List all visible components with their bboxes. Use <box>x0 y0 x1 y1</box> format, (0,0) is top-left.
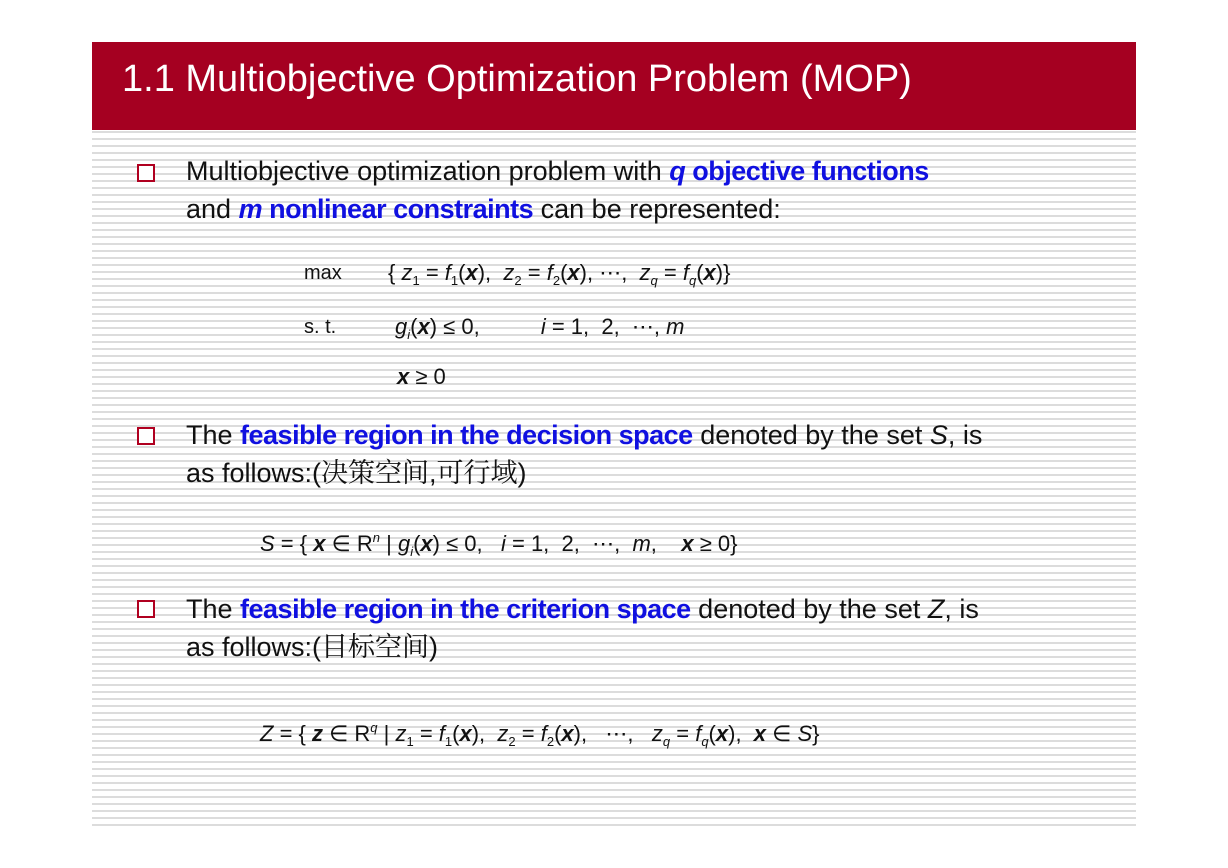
title-bar <box>92 42 1136 130</box>
bullet-3-pre: The <box>186 594 241 624</box>
bullet-1-mid: and <box>186 194 239 224</box>
bullet-3-tail: , is <box>944 594 979 624</box>
slide <box>92 42 1136 828</box>
bullet-1-hl2-text: nonlinear constraints <box>262 194 534 224</box>
bullet-2-post: denoted by the set <box>692 420 930 450</box>
slide-title: 1.1 Multiobjective Optimization Problem (MOP) <box>122 58 912 100</box>
max-label: max <box>304 262 342 284</box>
set-s-symbol: S <box>929 420 948 450</box>
bullet-square-icon <box>137 427 155 445</box>
bullet-1-text <box>186 152 1106 228</box>
bullet-2-pre: The <box>186 420 241 450</box>
set-s-formula: S = { x ∈ $R^n$ | $g_i(x) \le 0$, i = 1, 2, ⋯, m, x ≥ 0} <box>260 530 738 559</box>
constraint-formula: $g_i(x) \le 0$, i = 1, 2, ⋯, m <box>395 314 685 342</box>
bullet-3-highlight: feasible region in the criterion space <box>240 594 691 624</box>
var-q: q <box>669 156 686 186</box>
nonneg-formula: x ≥ 0 <box>397 364 446 389</box>
bullet-1-hl1-text: objective functions <box>685 156 929 186</box>
var-m: m <box>238 194 263 224</box>
set-z-formula: Z = { z ∈ $R^q$ | $z_1 = f_1(x)$, $z_2 = f_2(x)$, ⋯, $z_q = f_q(x)$, x ∈ S} <box>260 720 820 749</box>
bullet-3-post: denoted by the set <box>690 594 928 624</box>
bullet-2-line2: as follows:(决策空间,可行域) <box>186 458 527 488</box>
bullet-square-icon <box>137 164 155 182</box>
bullet-3-text <box>186 590 1106 666</box>
bullet-1-pre: Multiobjective optimization problem with <box>186 156 670 186</box>
bullet-1-highlight-1 <box>669 156 929 186</box>
objective-formula: { $z_1 = f_1(x)$, $z_2 = f_2(x)$, ⋯, $z_q = f_q(x)$} <box>388 260 731 288</box>
bullet-1-highlight-2 <box>239 194 534 224</box>
bullet-3-line2: as follows:(目标空间) <box>186 632 439 662</box>
set-z-symbol: Z <box>927 594 945 624</box>
bullet-square-icon <box>137 600 155 618</box>
bullet-2-text <box>186 416 1106 492</box>
bullet-1-post: can be represented: <box>533 194 781 224</box>
bullet-2-tail: , is <box>947 420 983 450</box>
bullet-2-highlight: feasible region in the decision space <box>240 420 693 450</box>
st-label: s. t. <box>304 316 337 338</box>
